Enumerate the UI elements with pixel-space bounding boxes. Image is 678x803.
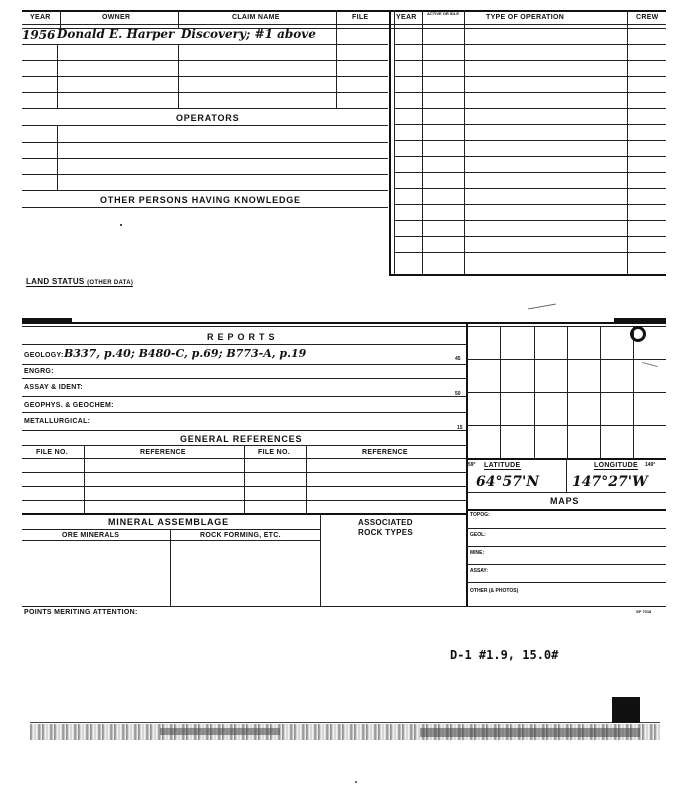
assay-ident-label: ASSAY & IDENT:: [24, 384, 84, 391]
scan-noise-dark: [160, 728, 280, 735]
longitude-label: LONGITUDE: [594, 462, 638, 469]
maps-topog: TOPOG:: [470, 512, 490, 518]
metallurgical-number: 15: [457, 425, 463, 431]
maps-geol: GEOL:: [470, 532, 486, 538]
maps-assay: ASSAY:: [470, 568, 489, 574]
assay-number: 50: [455, 391, 461, 397]
scan-dot: [355, 781, 357, 783]
pencil-stroke: [528, 304, 556, 310]
header-year: YEAR: [30, 14, 51, 21]
geology-label: GEOLOGY:: [24, 352, 64, 359]
header-crew: CREW: [636, 14, 659, 21]
geology-value: B337, p.40; B480-C, p.69; B773-A, p.19: [64, 347, 307, 360]
corner-marker: [630, 326, 646, 342]
associated-label: ASSOCIATED: [358, 518, 413, 527]
ore-minerals-label: ORE MINERALS: [62, 532, 120, 539]
header-active-or-idle: ACTIVE OR IDLE: [427, 11, 460, 16]
geophys-label: GEOPHYS. & GEOCHEM:: [24, 402, 114, 409]
header-claim-name: CLAIM NAME: [232, 14, 280, 21]
longitude-suffix: 149°: [645, 462, 656, 468]
maps-mine: MINE:: [470, 550, 485, 556]
pencil-stroke-2: [642, 362, 658, 367]
col-file-no-1: FILE NO.: [36, 449, 68, 456]
land-status-title: LAND STATUS: [26, 277, 85, 286]
engrg-label: ENGRG:: [24, 368, 54, 375]
other-persons-title: OTHER PERSONS HAVING KNOWLEDGE: [100, 195, 301, 205]
lat-prefix: 59°: [468, 462, 476, 468]
col-reference-1: REFERENCE: [140, 449, 186, 456]
latitude-value: 64°57'N: [476, 474, 540, 490]
reports-title: REPORTS: [207, 332, 279, 342]
header-type-of-operation: TYPE OF OPERATION: [486, 14, 565, 21]
longitude-value: 147°27'W: [572, 474, 648, 490]
operators-title: OPERATORS: [176, 113, 240, 123]
scan-noise-dark-2: [420, 728, 640, 737]
geology-number: 45: [455, 356, 461, 362]
latitude-label: LATITUDE: [484, 462, 521, 469]
typed-note: D-1 #1.9, 15.0#: [450, 648, 559, 662]
maps-other: OTHER (& PHOTOS): [470, 588, 519, 594]
scan-noise-line: [30, 722, 660, 723]
handwritten-owner: Donald E. Harper: [57, 27, 175, 41]
land-status-subtitle: (OTHER DATA): [87, 280, 134, 286]
black-tab: [612, 697, 640, 723]
col-file-no-2: FILE NO.: [258, 449, 290, 456]
rock-types-label: ROCK TYPES: [358, 528, 414, 537]
header-file: FILE: [352, 14, 369, 21]
rock-forming-label: ROCK FORMING, ETC.: [200, 532, 281, 539]
land-status-label: [26, 277, 133, 287]
col-reference-2: REFERENCE: [362, 449, 408, 456]
metallurgical-label: METALLURGICAL:: [24, 418, 91, 425]
mark-dot: [120, 224, 122, 226]
handwritten-year: 1956: [22, 28, 56, 42]
points-meriting-label: POINTS MERITING ATTENTION:: [24, 609, 138, 616]
maps-title: MAPS: [550, 496, 580, 506]
mineral-assemblage-title: MINERAL ASSEMBLAGE: [108, 517, 229, 527]
header-year-2: YEAR: [396, 14, 417, 21]
form-code: SP 7018: [636, 609, 652, 614]
header-owner: OWNER: [102, 14, 131, 21]
handwritten-claim: Discovery; #1 above: [181, 27, 316, 41]
general-references-title: GENERAL REFERENCES: [180, 434, 303, 444]
